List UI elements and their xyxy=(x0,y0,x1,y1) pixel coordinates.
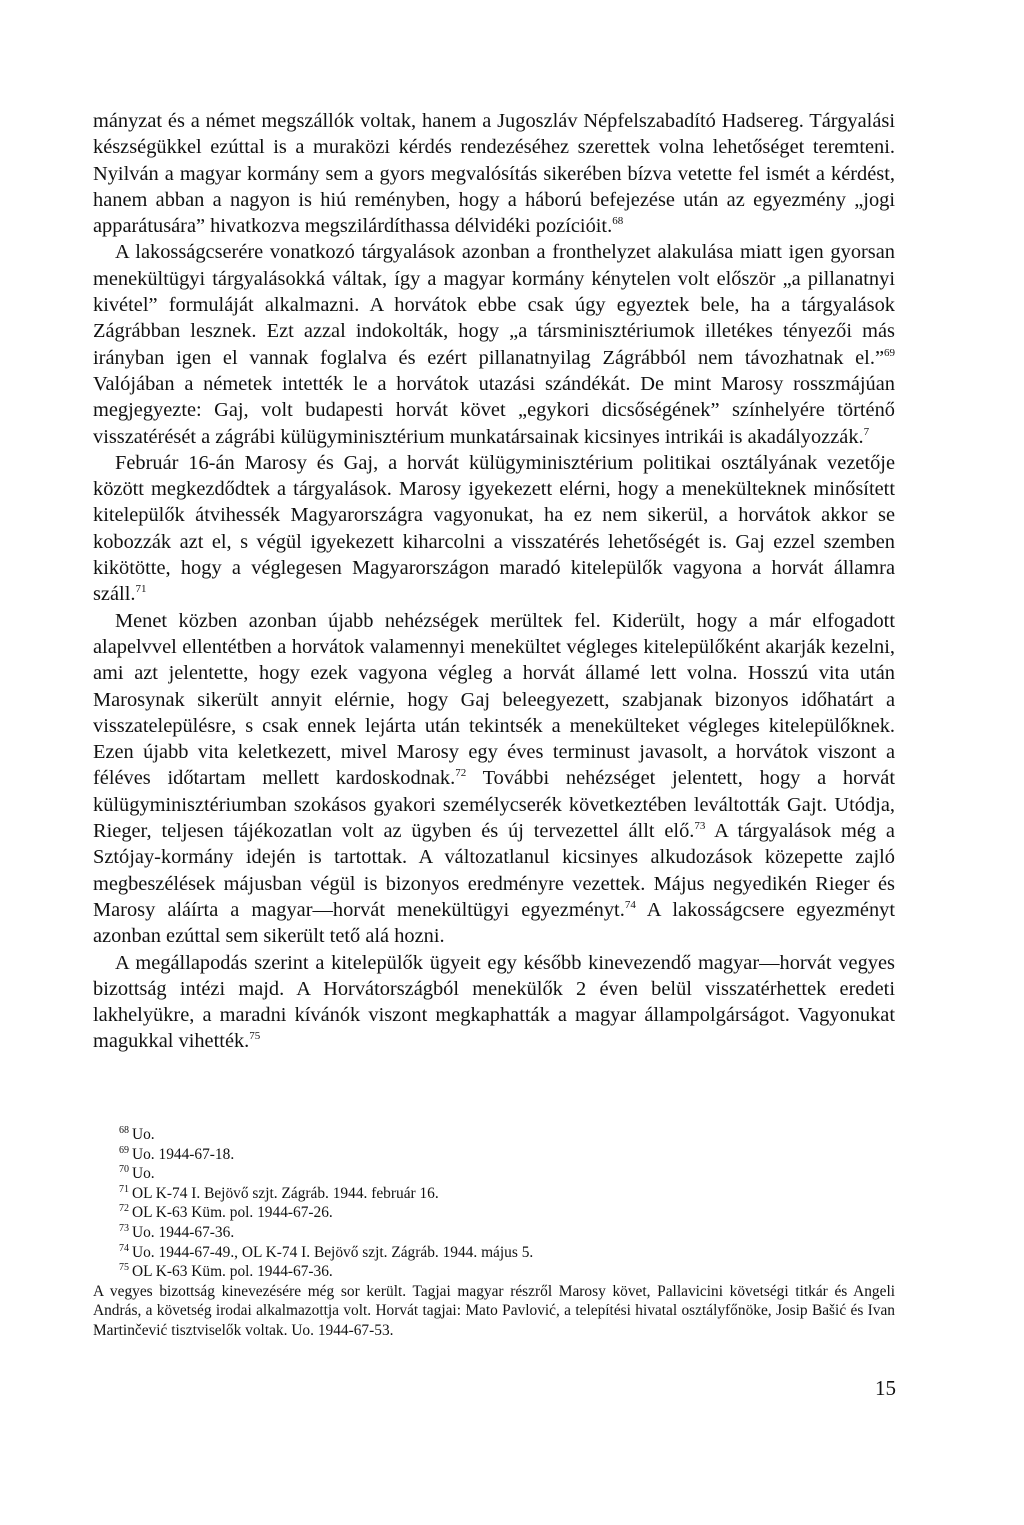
footnote-ref: 69 xyxy=(884,346,895,359)
text-run: További nehézséget jelentett, hogy a horvát külügyminisztériumban szokásos gyakori személycserék következtében leváltották Gajt. Utódja, Rieger, teljesen tájékozatlan volt az ügyben és új tervezettel állt elő. xyxy=(93,767,895,843)
footnote xyxy=(93,1262,895,1282)
footnotes xyxy=(93,1125,895,1341)
footnote xyxy=(93,1203,895,1223)
footnote xyxy=(93,1145,895,1165)
footnote-ref: 72 xyxy=(455,767,467,780)
text-run: Valójában a németek intették le a horvátok utazási szándékát. De mint Marosy rosszmájúan megjegyezte: Gaj, volt budapesti horvát követ „egykori dicsőségének” színhelyére történő visszatérését a zágrábi külügyminisztérium munkatársainak kicsinyes intrikái is akadályozzák. xyxy=(93,372,895,448)
footnote-number: 71 xyxy=(119,1183,129,1195)
footnote-list xyxy=(93,1125,895,1282)
text-run: Február 16-án Marosy és Gaj, a horvát külügyminisztérium politikai osztályának vezetője között megkezdődtek a tárgyalások. Marosy igyekezett elérni, hogy a menekülteknek minősített kitelepülők átvihessék Magyarországra vagyonukat, ha ez nem sikerül, a horvátok akkor se kobozzák azt el, s végül igyekezett kiharcolni a visszatérés lehetőségét is. Gaj ezzel szemben kikötötte, hogy a véglegesen Magyarországon maradó kitelepülők vagyona a horvát államra száll. xyxy=(93,451,895,606)
text-run: mányzat és a német megszállók voltak, hanem a Jugoszláv Népfelszabadító Hadsereg. Tárgyalási készségükkel ezúttal is a muraközi kérdés rendezéséhez szerettek volna lehetőséget teremteni. Nyilván a magyar kormány sem a gyors megvalósítás sikerében bízva vetette fel ismét a kérdést, hanem abban a nagyon is hiú reményben, hogy a háború befejezése után az egyezmény „jogi apparátusára” hivatkozva megszilárdíthassa délvidéki pozícióit. xyxy=(93,110,895,238)
footnote-text: Uo. 1944-67-36. xyxy=(132,1223,235,1241)
footnote-ref: 75 xyxy=(249,1030,261,1043)
footnote-number: 75 xyxy=(119,1262,129,1274)
footnote-text: Uo. xyxy=(132,1165,155,1183)
footnote-text: OL K-63 Küm. pol. 1944-67-26. xyxy=(132,1204,333,1222)
paragraph xyxy=(93,108,895,239)
footnote-number: 73 xyxy=(119,1222,129,1234)
paragraph xyxy=(93,950,895,1055)
footnote-number: 74 xyxy=(119,1242,129,1254)
footnote-text: OL K-74 I. Bejövő szjt. Zágráb. 1944. február 16. xyxy=(132,1184,439,1202)
footnote-ref: 7 xyxy=(863,425,870,438)
footnote-ref: 74 xyxy=(624,898,636,911)
footnote-continuation: A vegyes bizottság kinevezésére még sor került. Tagjai magyar részről Marosy követ, Pallavicini követségi titkár és Angeli András, a követség irodai alkalmazottja volt. Horvát tagjai: Mato Pavlović, a telepítési hivatal osztályfőnöke, Josip Bašić és Ivan Martinčević tisztviselők voltak. Uo. 1944-67-53. xyxy=(93,1282,895,1339)
footnote xyxy=(93,1125,895,1145)
text-run: A lakosságcsere egyezményt azonban ezúttal sem sikerült tető alá hozni. xyxy=(93,898,895,948)
footnote-number: 70 xyxy=(119,1164,129,1176)
text-run: A tárgyalások még a Sztójay-kormány idején is tartottak. A változatlanul kicsinyes alkudozások közepette zajló megbeszélések májusban végül is bizonyos eredményre vezettek. Május negyedikén Rieger és Marosy aláírta a magyar—horvát menekültügyi egyezményt. xyxy=(93,820,895,921)
paragraph xyxy=(93,239,895,449)
footnote-text: Uo. xyxy=(132,1126,155,1143)
paragraph xyxy=(93,450,895,608)
footnote-text: Uo. 1944-67-49., OL K-74 I. Bejövő szjt. Zágráb. 1944. május 5. xyxy=(132,1243,534,1261)
footnote-text: Uo. 1944-67-18. xyxy=(132,1145,235,1163)
footnote xyxy=(93,1243,895,1263)
text-run: Menet közben azonban újabb nehézségek merültek fel. Kiderült, hogy a már elfogadott alapelvvel ellentétben a horvátok valamennyi menekültet végleges kitelepülőként akarják kezelni, ami azt jelentette, hogy ezek vagyona végleg a horvát államé lett volna. Hosszú vita után Marosynak sikerült annyit elérnie, hogy Gaj beleegyezett, szabjanak bizonyos időhatárt a visszatelepülésre, s csak ennek lejárta után tekintsék a menekülteket végleges kitelepülőknek. Ezen újabb vita keletkezett, mivel Marosy egy éves terminust javasolt, a horvátok viszont a féléves időtartam mellett kardoskodnak. xyxy=(93,609,895,790)
footnote-ref: 71 xyxy=(135,583,147,596)
footnote xyxy=(93,1184,895,1204)
page-number: 15 xyxy=(875,1376,896,1400)
footnote-number: 68 xyxy=(119,1125,129,1136)
footnote-ref: 68 xyxy=(612,215,624,228)
text-run: A megállapodás szerint a kitelepülők ügyeit egy később kinevezendő magyar—horvát vegyes bizottság intézi majd. A Horvátországból menekülők 2 éven belül visszatérhettek eredeti lakhelyükre, a maradni kívánók viszont megkaphatták a magyar állampolgárságot. Vagyonukat magukkal vihették. xyxy=(93,951,895,1053)
footnote-number: 72 xyxy=(119,1203,129,1215)
paragraph xyxy=(93,608,895,950)
body-text xyxy=(93,108,895,1055)
footnote xyxy=(93,1223,895,1243)
footnote-number: 69 xyxy=(119,1144,129,1156)
text-run: A lakosságcserére vonatkozó tárgyalások azonban a fronthelyzet alakulása miatt igen gyorsan menekültügyi tárgyalásokká váltak, így a magyar kormány kénytelen volt először „a pillanatnyi kivétel” formuláját alkalmazni. A horvátok ebbe csak úgy egyeztek bele, ha a tárgyalások Zágrábban lesznek. Ezt azzal indokolták, hogy „a társminisztériumok illetékes tényezői más irányban igen el vannak foglalva és ezért pillanatnyilag Zágrábból nem távozhatnak el.” xyxy=(93,241,895,369)
footnote-text: OL K-63 Küm. pol. 1944-67-36. xyxy=(132,1263,333,1281)
footnote xyxy=(93,1164,895,1184)
footnote-ref: 73 xyxy=(694,820,706,833)
